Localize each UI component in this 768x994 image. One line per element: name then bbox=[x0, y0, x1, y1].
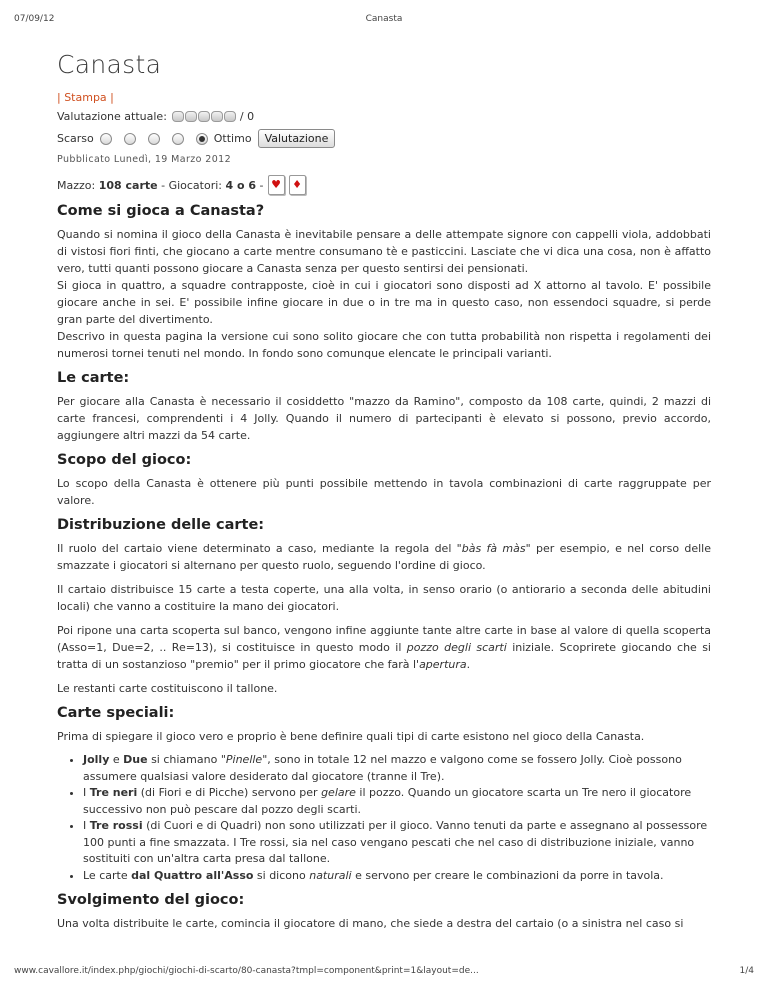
card-icon: ♥ bbox=[268, 175, 285, 195]
vote-radio-3[interactable] bbox=[148, 133, 160, 145]
svolgimento-paragraph: Una volta distribuite le carte, comincia il giocatore di mano, che siede a destra del cartaio (o a sinistra nel caso si bbox=[57, 917, 684, 930]
print-link[interactable]: | Stampa | bbox=[57, 91, 114, 104]
rating-value: / 0 bbox=[239, 110, 255, 123]
card-icon: ♦ bbox=[289, 175, 306, 195]
carte-paragraph: Per giocare alla Canasta è necessario il cosiddetto "mazzo da Ramino", composto da 108 carte, quindi, 2 mazzi di carte francesi, comprendenti i 4 Jolly. Quando il numero di partecipanti è elevato si possono, previo accordo, aggiungere altri mazzi da 54 carte. bbox=[57, 395, 711, 442]
excellent-label: Ottimo bbox=[213, 132, 252, 145]
speciali-paragraph: Prima di spiegare il gioco vero e proprio è bene definire quali tipi di carte esistono nel gioco della Canasta. bbox=[57, 730, 645, 743]
rating-stars bbox=[172, 111, 237, 122]
vote-radio-1[interactable] bbox=[100, 133, 112, 145]
published-date: Pubblicato Lunedì, 19 Marzo 2012 bbox=[57, 154, 232, 165]
distribuzione-paragraph-1: Il ruolo del cartaio viene determinato a caso, mediante la regola del "bàs fà màs" per esempio, e nel corso delle smazzate i giocatori si alternano per questo ruolo, seguendo l'ordine di gioco. bbox=[57, 542, 712, 572]
list-item: • I Tre rossi (di Cuori e di Quadri) non sono utilizzati per il gioco. Vanno tenuti da parte e assegnano al possessore 100 punti a fine smazzata. I Tre rossi, sia nel caso vengano pescati che nel caso di distribuzione iniziale, vanno sostituiti con un'altra carta presa dal tallone. bbox=[83, 818, 711, 868]
vote-radio-4[interactable] bbox=[172, 133, 184, 145]
list-item: • I Tre neri (di Fiori e di Picche) servono per gelare il pozzo. Quando un giocatore scarta un Tre nero il giocatore successivo non può pescare dal pozzo degli scarti. bbox=[83, 785, 711, 818]
print-date: 07/09/12 bbox=[14, 14, 55, 24]
vote-row bbox=[57, 129, 711, 148]
mazzo-value: 108 carte bbox=[98, 178, 158, 192]
heading-distribuzione: Distribuzione delle carte: bbox=[57, 517, 265, 533]
separator: - bbox=[256, 178, 264, 192]
poor-label: Scarso bbox=[57, 132, 94, 145]
page-number: 1/4 bbox=[739, 966, 754, 976]
vote-radio-5[interactable] bbox=[196, 133, 208, 145]
mazzo-label: Mazzo: bbox=[57, 178, 96, 192]
print-url: www.cavallore.it/index.php/giochi/giochi-di-scarto/80-canasta?tmpl=component&print=1&layout=de... bbox=[14, 966, 479, 976]
giocatori-value: 4 o 6 bbox=[225, 178, 257, 192]
intro-paragraph-3: Descrivo in questa pagina la versione cui sono solito giocare che con tutta probabilità non rispetta i regolamenti dei numerosi tornei tenuti nel mondo. In fondo sono comunque elencate le principali varianti. bbox=[57, 330, 711, 360]
star-icon bbox=[185, 111, 197, 122]
giocatori-label: - Giocatori: bbox=[157, 178, 226, 192]
article bbox=[57, 50, 711, 939]
print-title: Canasta bbox=[365, 14, 403, 24]
scopo-paragraph: Lo scopo della Canasta è ottenere più punti possibile mettendo in tavola combinazioni di carte raggruppate per valore. bbox=[57, 477, 711, 507]
special-cards-list bbox=[57, 752, 711, 884]
game-info bbox=[57, 175, 711, 195]
page-title: Canasta bbox=[57, 50, 162, 79]
star-icon bbox=[198, 111, 210, 122]
intro-paragraph-2: Si gioca in quattro, a squadre contrapposte, cioè in cui i giocatori sono disposti ad X attorno al tavolo. E' possibile giocare anche in sei. E' possibile infine giocare in due o in tre ma in questo caso, non essendoci squadre, si perde gran parte del divertimento. bbox=[57, 279, 711, 326]
heading-scopo: Scopo del gioco: bbox=[57, 452, 192, 468]
rating-label: Valutazione attuale: bbox=[57, 110, 167, 123]
list-item: • Le carte dal Quattro all'Asso si dicono naturali e servono per creare le combinazioni da porre in tavola. bbox=[83, 868, 711, 885]
star-icon bbox=[224, 111, 236, 122]
list-item: • Jolly e Due si chiamano "Pinelle", sono in totale 12 nel mazzo e valgono come se fossero Jolly. Cioè possono assumere qualsiasi valore desiderato dal giocatore (tranne il Tre). bbox=[83, 752, 711, 785]
star-icon bbox=[172, 111, 184, 122]
distribuzione-paragraph-4: Le restanti carte costituiscono il tallone. bbox=[57, 682, 278, 695]
vote-radio-2[interactable] bbox=[124, 133, 136, 145]
rate-button[interactable]: Valutazione bbox=[258, 129, 336, 148]
heading-carte: Le carte: bbox=[57, 370, 130, 386]
rating-row bbox=[57, 110, 711, 123]
distribuzione-paragraph-2: Il cartaio distribuisce 15 carte a testa coperte, una alla volta, in senso orario (o antiorario a seconda delle abitudini locali) che vanno a costituire la mano dei giocatori. bbox=[57, 583, 711, 613]
heading-svolgimento: Svolgimento del gioco: bbox=[57, 892, 245, 908]
distribuzione-paragraph-3: Poi ripone una carta scoperta sul banco, vengono infine aggiunte tante altre carte in base al valore di quella scoperta (Asso=1, Due=2, .. Re=13), si costituisce in questo modo il pozzo degli scarti iniziale. Scoprirete giocando che si tratta di un sostanzioso "premio" per il primo giocatore che farà l'apertura. bbox=[57, 624, 711, 671]
heading-speciali: Carte speciali: bbox=[57, 705, 175, 721]
star-icon bbox=[211, 111, 223, 122]
heading-come: Come si gioca a Canasta? bbox=[57, 203, 265, 219]
intro-paragraph-1: Quando si nomina il gioco della Canasta è inevitabile pensare a delle attempate signore con cappelli viola, addobbati di vistosi fiori finti, che giocano a carte mentre consumano tè e pasticcini. Lasciate che vi dica una cosa, non è affatto vero, tutti quanti possono giocare a Canasta senza per questo sentirsi dei pensionati. bbox=[57, 228, 711, 275]
